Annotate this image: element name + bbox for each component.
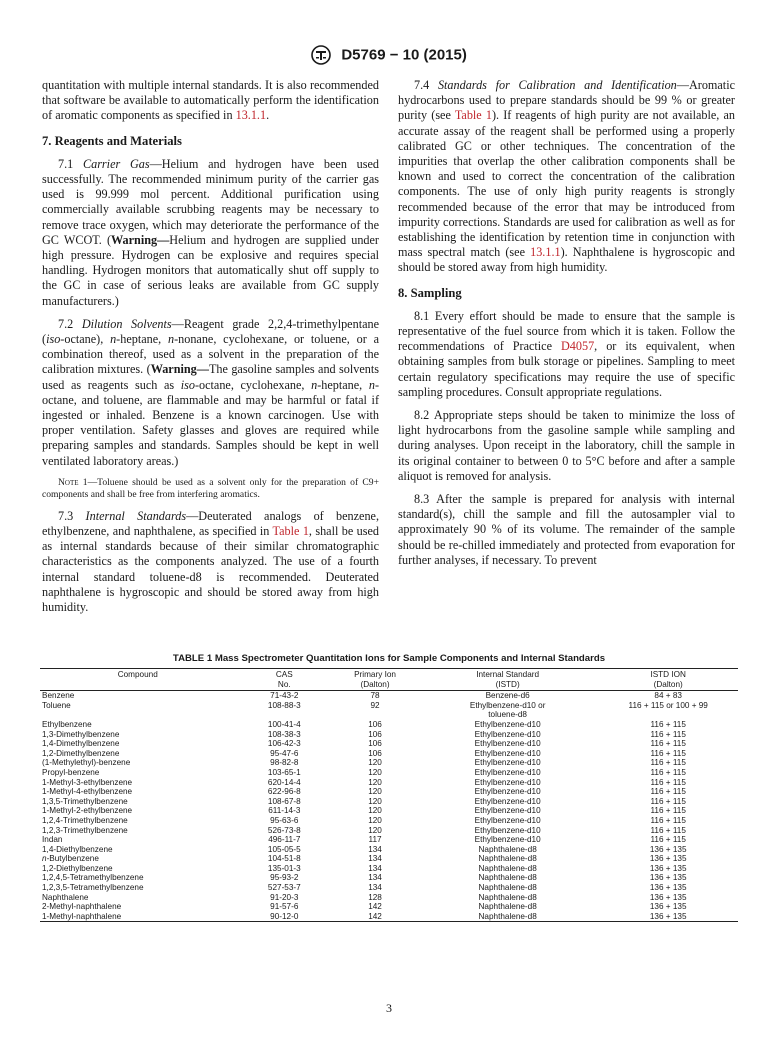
right-column (398, 78, 735, 568)
istd-cell: Benzene-d6 (485, 691, 530, 701)
compound-cell: 1,3,5-Trimethylbenzene (42, 796, 128, 806)
compound-cell: Indan (42, 835, 63, 845)
istd-cell: Naphthalene-d8 (478, 844, 537, 854)
istd-ion-cell: 84 + 83 (654, 691, 682, 701)
paragraph-8-1: 8.1 Every effort should be made to ensure that the sample is representative of the fuel source from which it is taken. Follow the recommendations of Practice D4057, or its equivalent, when obtaining samples from bulk storage or pipelines. Sampling to meet certain regulatory specifications may require the use of specific sampling procedures. Consult appropriate regulations. (398, 308, 736, 399)
table-row (40, 835, 738, 845)
compound-cell: 1-Methyl-naphthalene (40, 912, 235, 922)
istd-ion-cell: 136 + 135 (649, 873, 687, 883)
compound-cell: 1,3-Dimethylbenzene (42, 729, 120, 739)
link-13-1-1[interactable]: 13.1.1 (235, 108, 267, 123)
table-row (40, 845, 738, 855)
cas-cell: 98-82-8 (270, 758, 299, 768)
cas-cell: 496-11-7 (268, 835, 301, 845)
astm-logo-icon (311, 44, 331, 66)
cas-cell: 95-47-6 (270, 748, 299, 758)
primary-ion-cell: 134 (368, 863, 382, 873)
table-header-row (40, 669, 738, 691)
istd-cell: Naphthalene-d8 (478, 902, 537, 912)
istd-cell: Naphthalene-d8 (478, 863, 537, 873)
paragraph-7-3: 7.3 Internal Standards—Deuterated analogs of benzene, ethylbenzene, and naphthalene, as specified in Table 1, shall be used as internal standards because of their similar chromatographic characteristics as the components analyzed. The use of a fourth internal standard toluene-d8 is recommended. Deuterated naphthalene is hygroscopic and should be stored away from high humidity. (42, 508, 380, 615)
link-d4057[interactable]: D4057 (560, 339, 595, 354)
table-row (40, 749, 738, 759)
cas-cell: 95-63-6 (270, 815, 299, 825)
istd-ion-cell: 116 + 115 (650, 815, 686, 825)
table-row (40, 730, 738, 740)
cas-cell: 91-20-3 (270, 892, 299, 902)
cas-cell: 106-42-3 (267, 739, 301, 749)
istd-ion-cell: 116 + 115 (650, 835, 686, 845)
compound-cell: 1-Methyl-3-ethylbenzene (42, 777, 133, 787)
primary-ion-cell: 120 (368, 787, 382, 797)
table-row (40, 691, 738, 701)
primary-ion-cell: 134 (368, 854, 382, 864)
table-row (40, 758, 738, 768)
cas-cell: 71-43-2 (270, 691, 299, 701)
quantitation-ions-table (40, 668, 738, 922)
istd-ion-cell: 116 + 115 (650, 767, 686, 777)
cas-cell: 95-93-2 (270, 873, 299, 883)
compound-cell: 1-Methyl-2-ethylbenzene (42, 806, 133, 816)
compound-cell: n-Butylbenzene (42, 854, 99, 864)
primary-ion-cell: 106 (368, 729, 382, 739)
table-row (40, 797, 738, 807)
compound-cell: Ethylbenzene (42, 719, 92, 729)
cas-cell: 105-05-5 (267, 844, 301, 854)
compound-cell: 1,2,3-Trimethylbenzene (42, 825, 128, 835)
istd-cell: Ethylbenzene-d10 (474, 758, 541, 768)
cas-cell: 91-57-6 (270, 902, 299, 912)
table-row (40, 778, 738, 788)
primary-ion-cell: 134 (368, 883, 382, 893)
compound-cell: (1-Methylethyl)-benzene (42, 758, 131, 768)
table-row (40, 768, 738, 778)
table-row (40, 806, 738, 816)
primary-ion-cell: 106 (368, 739, 382, 749)
compound-cell: Propyl-benzene (42, 767, 100, 777)
istd-ion-cell: 116 + 115 (650, 796, 686, 806)
compound-cell: 1,2,4-Trimethylbenzene (42, 815, 128, 825)
cas-cell: 103-65-1 (267, 767, 301, 777)
cas-cell: 527-53-7 (267, 883, 301, 893)
compound-cell: 2-Methyl-naphthalene (42, 902, 122, 912)
primary-ion-cell: 120 (368, 815, 382, 825)
istd-cell: Naphthalene-d8 (478, 892, 537, 902)
istd-cell: Ethylbenzene-d10 (474, 729, 541, 739)
link-table-1[interactable]: Table 1 (454, 108, 492, 123)
istd-ion-cell: 116 + 115 (650, 748, 686, 758)
table-row (40, 864, 738, 874)
note-1: Note 1—Toluene should be used as a solvent only for the preparation of C9+ components and shall be free from interfering aromatics. (42, 476, 379, 500)
istd-cell: Ethylbenzene-d10 or toluene-d8 (469, 700, 546, 720)
compound-cell: Naphthalene (42, 892, 89, 902)
compound-cell: 1,4-Diethylbenzene (42, 844, 113, 854)
primary-ion-cell: 92 (370, 700, 380, 710)
primary-ion-cell: 78 (370, 691, 380, 701)
link-table-1[interactable]: Table 1 (272, 524, 309, 539)
cas-cell: 526-73-8 (267, 825, 301, 835)
istd-ion-cell: 136 + 135 (598, 912, 738, 922)
primary-ion-cell: 120 (368, 825, 382, 835)
compound-cell: 1,4-Dimethylbenzene (42, 739, 120, 749)
table-row (40, 826, 738, 836)
istd-cell: Ethylbenzene-d10 (474, 777, 541, 787)
page-number: 3 (386, 1001, 392, 1015)
link-13-1-1[interactable]: 13.1.1 (530, 245, 561, 260)
page-header (0, 44, 778, 66)
istd-cell: Ethylbenzene-d10 (474, 796, 541, 806)
primary-ion-cell: 120 (368, 767, 382, 777)
cas-cell: 104-51-8 (267, 854, 301, 864)
header-compound: Compound (40, 669, 235, 691)
istd-cell: Naphthalene-d8 (478, 873, 537, 883)
istd-ion-cell: 136 + 135 (649, 854, 687, 864)
cas-cell: 611-14-3 (268, 806, 301, 816)
cas-cell: 100-41-4 (267, 719, 301, 729)
compound-cell: 1,2,3,5-Tetramethylbenzene (42, 883, 144, 893)
istd-ion-cell: 136 + 135 (649, 883, 687, 893)
compound-cell: 1,2,4,5-Tetramethylbenzene (42, 873, 144, 883)
header-istd-ion: ISTD ION (Dalton) (598, 669, 738, 691)
table-1 (40, 653, 738, 922)
primary-ion-cell: 106 (368, 748, 382, 758)
table-row (40, 854, 738, 864)
table-row (40, 902, 738, 912)
istd-ion-cell: 116 + 115 (650, 806, 686, 816)
istd-cell: Ethylbenzene-d10 (474, 719, 541, 729)
table-row (40, 816, 738, 826)
table-row (40, 873, 738, 883)
istd-ion-cell: 116 + 115 or 100 + 99 (628, 700, 708, 710)
header-primary-ion: Primary Ion (Dalton) (333, 669, 417, 691)
header-internal-standard: Internal Standard (ISTD) (417, 669, 598, 691)
cas-cell: 108-38-3 (267, 729, 301, 739)
table-row (40, 701, 738, 720)
istd-ion-cell: 116 + 115 (650, 719, 686, 729)
table-body (40, 691, 738, 922)
table-row (40, 787, 738, 797)
istd-cell: Ethylbenzene-d10 (474, 748, 541, 758)
istd-cell: Ethylbenzene-d10 (474, 787, 541, 797)
compound-cell: 1,2-Dimethylbenzene (42, 748, 120, 758)
istd-ion-cell: 116 + 115 (650, 739, 686, 749)
section-8-heading: 8. Sampling (398, 285, 462, 300)
table-row (40, 893, 738, 903)
paragraph-7-4: 7.4 Standards for Calibration and Identification—Aromatic hydrocarbons used to prepare standards should be 99 % or greater purity (see Table 1). If reagents of high purity are not available, an accurate assay of the reagent shall be performed using a properly calibrated GC or other techniques. The concentration of the impurities that overlap the other calibration components shall be known and used to correct the concentration of the calibration components. The use of only high purity reagents is strongly recommended because of the error that may be introduced from impurity corrections. Standards are used for calibration as well as for establishing the identification by retention time in conjunction with mass spectral match (see 13.1.1). Naphthalene is hygroscopic and should be stored away from high humidity. (398, 78, 735, 275)
primary-ion-cell: 106 (368, 719, 382, 729)
primary-ion-cell: 134 (368, 873, 382, 883)
compound-cell: Benzene (42, 691, 75, 701)
istd-ion-cell: 136 + 135 (649, 892, 687, 902)
document-designation: D5769 − 10 (2015) (341, 46, 467, 64)
paragraph-7-2: 7.2 Dilution Solvents—Reagent grade 2,2,4-trimethylpentane (iso-octane), n-heptane, n-nonane, cyclohexane, or toluene, or a combination thereof, used as a solvent in the preparation of the calibration mixtures. (Warning—The gasoline samples and solvents used as reagents such as iso-octane, cyclohexane, n-heptane, n-octane, and toluene, are flammable and may be harmful or fatal if ingested or inhaled. Benzene is a known carcinogen. Use with proper ventilation. Safety glasses and gloves are required while preparing samples and standards. Samples should be kept in well ventilated laboratory areas.) (42, 316, 379, 468)
table-title: TABLE 1 Mass Spectrometer Quantitation Ions for Sample Components and Internal Standards (172, 653, 606, 664)
paragraph-8-2: 8.2 Appropriate steps should be taken to minimize the loss of light hydrocarbons from the gasoline sample while sampling and during analyses. Upon receipt in the laboratory, chill the sample in its original container to between 0 to 5°C before and after a sample aliquot is removed for analysis. (398, 408, 735, 483)
istd-cell: Naphthalene-d8 (478, 854, 537, 864)
compound-cell: Toluene (42, 700, 71, 710)
istd-ion-cell: 116 + 115 (650, 729, 686, 739)
primary-ion-cell: 142 (333, 912, 417, 922)
primary-ion-cell: 120 (368, 796, 382, 806)
paragraph-intro: quantitation with multiple internal standards. It is also recommended that software be available to automatically perform the identification of aromatic components as specified in 13.1.1. (42, 78, 379, 123)
istd-cell: Ethylbenzene-d10 (474, 815, 541, 825)
istd-cell: Naphthalene-d8 (417, 912, 598, 922)
paragraph-7-1: 7.1 Carrier Gas—Helium and hydrogen have been used successfully. The recommended minimum purity of the carrier gas used is 99.999 mol percent. Additional purification using commercially available scrubbing reagents may be necessary to remove trace oxygen, which may deteriorate the performance of the GC WCOT. (Warning—Helium and hydrogen are supplied under high pressure. Hydrogen can be explosive and requires special handling. Hydrogen monitors that automatically shut off supply to the GC in case of serious leaks are available from GC supply manufacturers.) (42, 156, 379, 308)
cas-cell: 620-14-4 (267, 777, 301, 787)
istd-cell: Ethylbenzene-d10 (474, 825, 541, 835)
table-row (40, 883, 738, 893)
istd-ion-cell: 136 + 135 (649, 863, 687, 873)
cas-cell: 108-67-8 (267, 796, 301, 806)
istd-ion-cell: 116 + 115 (650, 758, 686, 768)
primary-ion-cell: 117 (368, 835, 382, 845)
primary-ion-cell: 120 (368, 758, 382, 768)
header-cas: CAS No. (235, 669, 333, 691)
table-row (40, 739, 738, 749)
table-row (40, 912, 738, 922)
primary-ion-cell: 142 (368, 902, 382, 912)
primary-ion-cell: 120 (368, 777, 382, 787)
cas-cell: 90-12-0 (235, 912, 333, 922)
istd-ion-cell: 116 + 115 (650, 787, 686, 797)
section-7-heading: 7. Reagents and Materials (42, 133, 182, 148)
cas-cell: 622-96-8 (267, 787, 301, 797)
compound-cell: 1,2-Diethylbenzene (42, 863, 113, 873)
istd-cell: Ethylbenzene-d10 (474, 739, 541, 749)
istd-ion-cell: 136 + 135 (649, 844, 687, 854)
table-row (40, 720, 738, 730)
primary-ion-cell: 134 (368, 844, 382, 854)
paragraph-8-3: 8.3 After the sample is prepared for analysis with internal standard(s), chill the sample and fill the autosampler vial to approximately 90 % of its volume. The remainder of the sample should be re-chilled immediately and protected from evaporation for further analyses, if necessary. To prevent (398, 492, 735, 567)
istd-ion-cell: 116 + 115 (650, 825, 686, 835)
istd-ion-cell: 116 + 115 (650, 777, 686, 787)
istd-cell: Ethylbenzene-d10 (474, 767, 541, 777)
left-column (42, 78, 379, 615)
istd-cell: Ethylbenzene-d10 (474, 806, 541, 816)
istd-cell: Naphthalene-d8 (478, 883, 537, 893)
cas-cell: 108-88-3 (267, 700, 301, 710)
compound-cell: 1-Methyl-4-ethylbenzene (42, 787, 133, 797)
primary-ion-cell: 120 (368, 806, 382, 816)
primary-ion-cell: 128 (368, 892, 382, 902)
istd-cell: Ethylbenzene-d10 (474, 835, 541, 845)
cas-cell: 135-01-3 (267, 863, 301, 873)
istd-ion-cell: 136 + 135 (649, 902, 687, 912)
